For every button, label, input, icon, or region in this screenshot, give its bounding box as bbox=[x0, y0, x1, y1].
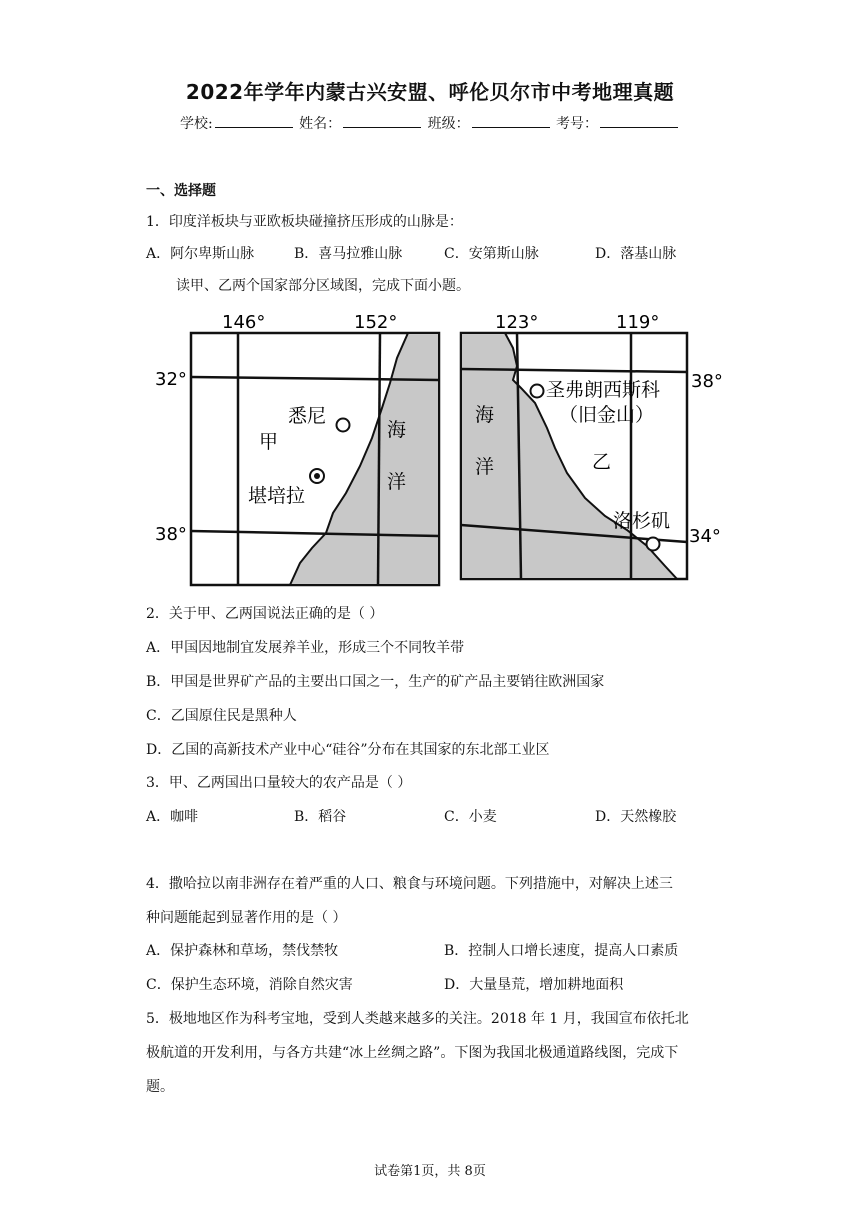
map-b-lat-label-1: 38° bbox=[691, 371, 723, 392]
map-b-ocean-label-2: 洋 bbox=[475, 456, 495, 478]
q3-option-c: C．小麦 bbox=[444, 809, 497, 825]
capital-dot bbox=[314, 473, 320, 479]
q3-option-d: D．天然橡胶 bbox=[595, 809, 677, 825]
map-a-ocean-label-1: 海 bbox=[387, 419, 407, 441]
san-francisco-marker bbox=[531, 385, 544, 398]
question-4-stem-line-1: 4．撒哈拉以南非洲存在着严重的人口、粮食与环境问题。下列措施中，对解决上述三 bbox=[146, 876, 673, 892]
page-footer: 试卷第1页，共 8页 bbox=[374, 1164, 486, 1179]
school-label: 学校: bbox=[179, 116, 213, 132]
map-country-a bbox=[150, 308, 450, 590]
map-b-ocean-label-1: 海 bbox=[475, 404, 495, 426]
sydney-marker bbox=[337, 419, 350, 432]
question-4-stem-line-2: 种问题能起到显著作用的是（ ） bbox=[146, 910, 347, 926]
q1-option-d: D．落基山脉 bbox=[595, 246, 677, 262]
page-title: 2022年学年内蒙古兴安盟、呼伦贝尔市中考地理真题 bbox=[185, 80, 675, 104]
exam-number-label: 考号： bbox=[556, 116, 599, 132]
q4-option-c: C．保护生态环境，消除自然灾害 bbox=[146, 977, 353, 993]
question-1-stem: 1．印度洋板块与亚欧板块碰撞挤压形成的山脉是： bbox=[146, 214, 463, 230]
exam-number-blank bbox=[600, 113, 678, 128]
map-b-lon-label-2: 119° bbox=[616, 312, 660, 333]
question-5-line-1: 5．极地地区作为科考宝地，受到人类越来越多的关注。2018 年 1 月，我国宣布依托北 bbox=[146, 1011, 689, 1027]
question-5-line-3: 题。 bbox=[146, 1079, 174, 1095]
q1-option-a: A．阿尔卑斯山脉 bbox=[146, 246, 255, 262]
map-a-lon-label-2: 152° bbox=[354, 312, 398, 333]
map-b-lon-label-1: 123° bbox=[495, 312, 539, 333]
map-b-lat-label-2: 34° bbox=[689, 526, 721, 547]
san-francisco-label: 圣弗朗西斯科 bbox=[546, 379, 661, 401]
sydney-label: 悉尼 bbox=[288, 405, 327, 427]
q1-option-c: C．安第斯山脉 bbox=[444, 246, 539, 262]
student-info-line bbox=[0, 113, 860, 133]
canberra-label: 堪培拉 bbox=[248, 485, 306, 507]
q2-option-c: C．乙国原住民是黑种人 bbox=[146, 708, 297, 724]
san-francisco-alt-label: （旧金山） bbox=[559, 404, 655, 426]
question-3-stem: 3．甲、乙两国出口量较大的农产品是（ ） bbox=[146, 775, 412, 791]
map-a-lat-label-2: 38° bbox=[155, 524, 187, 545]
map-country-b bbox=[455, 308, 775, 590]
section-heading: 一、选择题 bbox=[146, 183, 216, 199]
map-intro: 读甲、乙两个国家部分区域图，完成下面小题。 bbox=[176, 278, 470, 294]
q2-option-d: D．乙国的高新技术产业中心“硅谷”分布在其国家的东北部工业区 bbox=[146, 742, 550, 758]
q2-option-a: A．甲国因地制宜发展养羊业，形成三个不同牧羊带 bbox=[146, 640, 465, 656]
map-a-ocean-label-2: 洋 bbox=[387, 471, 407, 493]
q3-option-b: B．稻谷 bbox=[294, 809, 347, 825]
q4-option-a: A．保护森林和草场，禁伐禁牧 bbox=[146, 943, 339, 959]
q1-option-b: B．喜马拉雅山脉 bbox=[294, 246, 403, 262]
country-a-label: 甲 bbox=[259, 431, 279, 453]
map-a-lat-label-1: 32° bbox=[155, 369, 187, 390]
country-b-label: 乙 bbox=[592, 451, 612, 473]
los-angeles-marker bbox=[647, 538, 660, 551]
question-5-line-2: 极航道的开发利用，与各方共建“冰上丝绸之路”。下图为我国北极通道路线图，完成下 bbox=[146, 1045, 679, 1061]
q3-option-a: A．咖啡 bbox=[146, 809, 199, 825]
q4-option-b: B．控制人口增长速度，提高人口素质 bbox=[444, 943, 679, 959]
question-2-stem: 2．关于甲、乙两国说法正确的是（ ） bbox=[146, 606, 384, 622]
class-blank bbox=[472, 113, 550, 128]
name-label: 姓名： bbox=[299, 116, 342, 132]
q2-option-b: B．甲国是世界矿产品的主要出口国之一，生产的矿产品主要销往欧洲国家 bbox=[146, 674, 605, 690]
class-label: 班级： bbox=[427, 116, 470, 132]
name-blank bbox=[343, 113, 421, 128]
school-blank bbox=[215, 113, 293, 128]
map-a-lon-label-1: 146° bbox=[222, 312, 266, 333]
los-angeles-label: 洛杉矶 bbox=[613, 510, 671, 532]
q4-option-d: D．大量垦荒，增加耕地面积 bbox=[444, 977, 624, 993]
